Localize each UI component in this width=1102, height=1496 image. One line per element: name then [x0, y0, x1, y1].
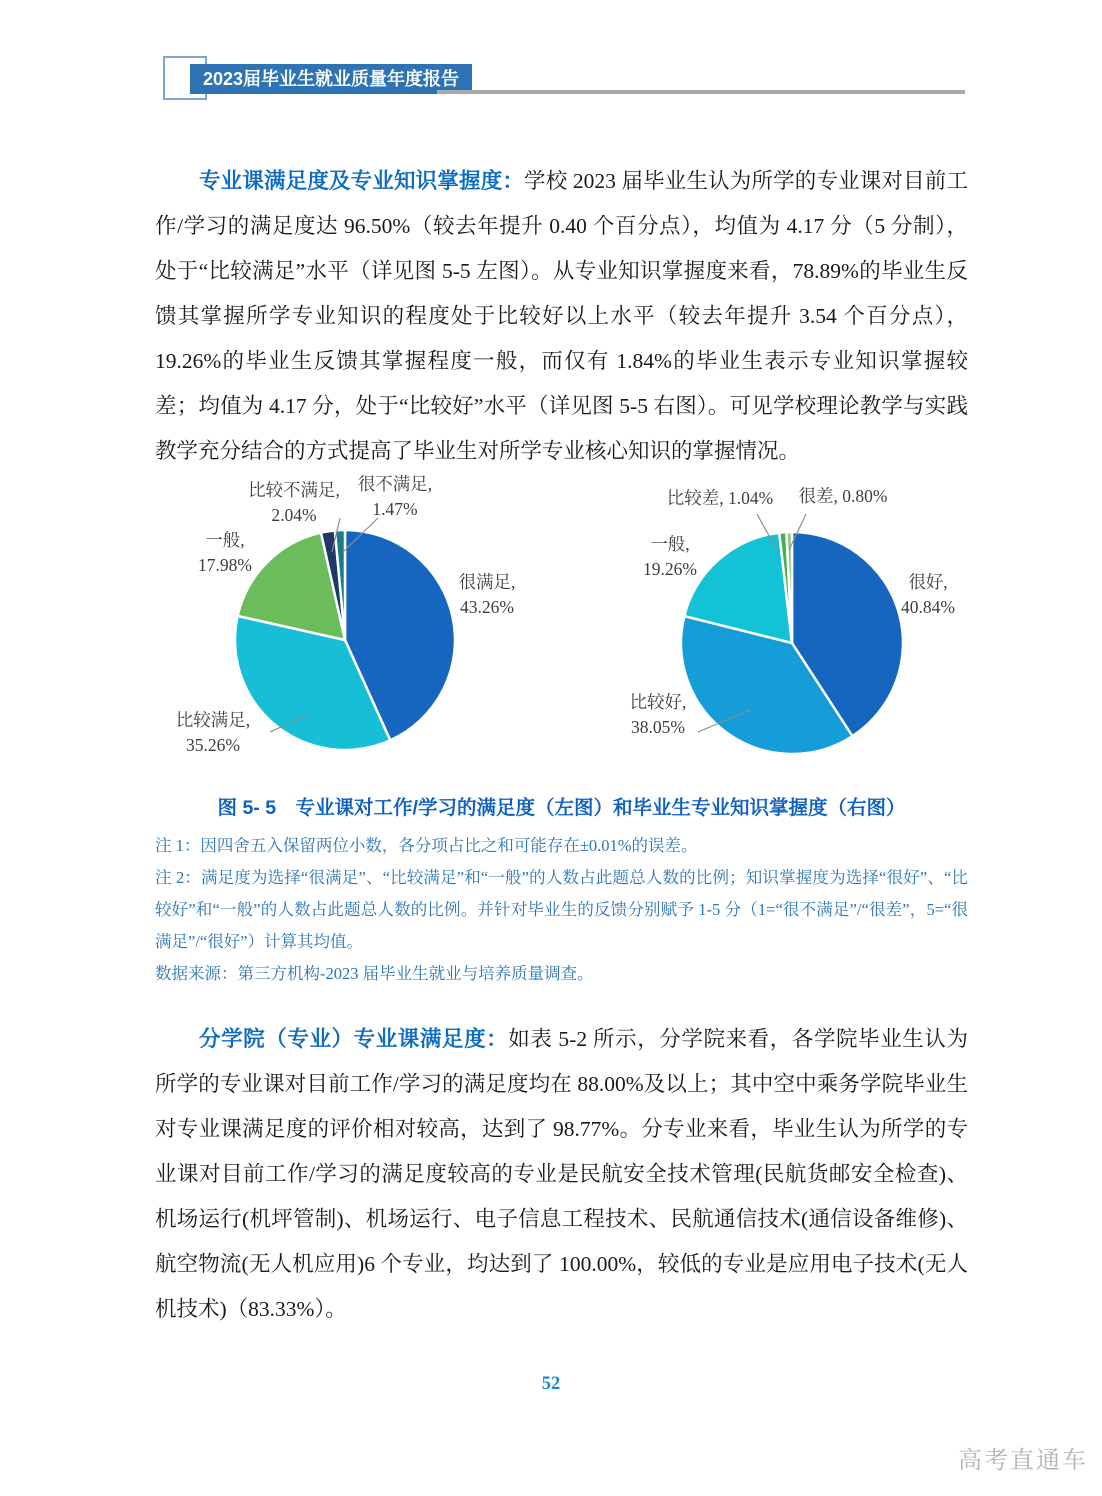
- pie-label-right-4: 很差, 0.80%: [798, 486, 888, 506]
- header-rule: [437, 90, 965, 94]
- pie-label-left-0: 很满足, 43.26%: [458, 572, 516, 617]
- note-2: 注 2：满足度为选择“很满足”、“比较满足”和“一般”的人数占此题总人数的比例；知识掌握度为选择“很好”、“比较好”和“一般”的人数占此题总人数的比例。并针对毕业生的反馈分别赋予 1-5 分（1=“很不满足”/“很差”，5=“很满足”/“很好”）计算其均值。: [155, 868, 968, 951]
- figure-5-5: [0, 470, 1102, 810]
- pie-label-left-3: 比较不满足, 2.04%: [248, 480, 340, 525]
- paragraph-satisfaction-lead: 专业课满足度及专业知识掌握度：: [199, 168, 525, 193]
- paragraph-by-college: [155, 1017, 968, 1332]
- pie-label-left-2: 一般, 17.98%: [198, 530, 252, 575]
- pie-label-right-3: 比较差, 1.04%: [666, 488, 774, 508]
- paragraph-satisfaction: [155, 159, 968, 474]
- pie-label-right-0: 很好, 40.84%: [901, 572, 955, 617]
- figure-notes: [155, 830, 968, 990]
- page-number: 52: [541, 1374, 561, 1394]
- paragraph-by-college-body: 如表 5-2 所示，分学院来看，各学院毕业生认为所学的专业课对目前工作/学习的满足度均在 88.00%及以上；其中空中乘务学院毕业生对专业课满足度的评价相对较高，达到了 98.77%。分专业来看，毕业生认为所学的专业课对目前工作/学习的满足度较高的专业是民航安全技术管理(民航货邮安全检查)、机场运行(机坪管制)、机场运行、电子信息工程技术、民航通信技术(通信设备维修)、航空物流(无人机应用)6 个专业，均达到了 100.00%，较低的专业是应用电子技术(无人机技术)（83.33%）。: [155, 1026, 968, 1321]
- paragraph-by-college-lead: 分学院（专业）专业课满足度：: [199, 1026, 509, 1051]
- header-badge: 2023届毕业生就业质量年度报告: [190, 64, 472, 94]
- note-1: 注 1：因四舍五入保留两位小数，各分项占比之和可能存在±0.01%的误差。: [155, 836, 698, 855]
- pie-label-right-2: 一般, 19.26%: [643, 534, 697, 579]
- paragraph-satisfaction-body: 学校 2023 届毕业生认为所学的专业课对目前工作/学习的满足度达 96.50%（较去年提升 0.40 个百分点），均值为 4.17 分（5 分制），处于“比较满足”水平（详见图 5-5 左图）。从专业知识掌握度来看，78.89%的毕业生反馈其掌握所学专业知识的程度处于比较好以上水平（较去年提升 3.54 个百分点），19.26%的毕业生反馈其掌握程度一般，而仅有 1.84%的毕业生表示专业知识掌握较差；均值为 4.17 分，处于“比较好”水平（详见图 5-5 右图）。可见学校理论教学与实践教学充分结合的方式提高了毕业生对所学专业核心知识的掌握情况。: [155, 168, 968, 463]
- note-source: 数据来源：第三方机构-2023 届毕业生就业与培养质量调查。: [155, 964, 594, 983]
- pie-label-left-4: 很不满足, 1.47%: [357, 474, 433, 519]
- pie-label-left-1: 比较满足, 35.26%: [175, 710, 251, 755]
- watermark: 高考直通车: [958, 1447, 1088, 1474]
- pie-label-right-1: 比较好, 38.05%: [629, 692, 687, 737]
- pie-charts-canvas: [0, 470, 1102, 810]
- figure-caption: 图 5- 5 专业课对工作/学习的满足度（左图）和毕业生专业知识掌握度（右图）: [217, 797, 906, 819]
